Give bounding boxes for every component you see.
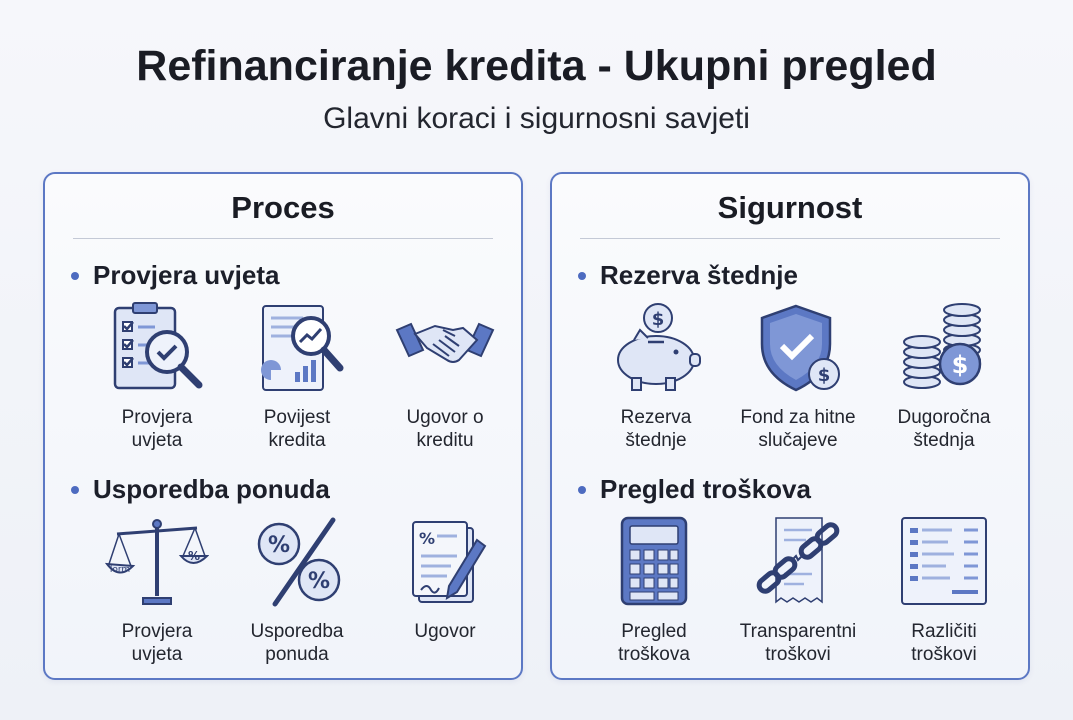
item-label: Usporedba ponuda [250, 621, 344, 665]
item-label: Povijest kredita [263, 407, 331, 451]
balance-scale-icon [105, 514, 209, 610]
item-label: Provjera uvjeta [121, 407, 193, 451]
scale-text: lorm [109, 565, 131, 575]
security-panel [550, 172, 1030, 680]
item-loan-contract [375, 300, 515, 452]
item-offer-compare [227, 514, 367, 666]
divider [580, 238, 1000, 239]
panel-heading: Proces [231, 190, 335, 225]
section-title: Rezerva štednje [600, 260, 798, 290]
process-panel [43, 172, 523, 680]
itemized-list-icon [892, 514, 996, 610]
panel-heading: Sigurnost [717, 190, 863, 225]
section-heading [578, 260, 798, 291]
handshake-icon [393, 300, 497, 396]
item-condition-check-2 [87, 514, 227, 666]
bullet-icon [71, 486, 79, 494]
shield-dollar-icon [746, 300, 850, 396]
item-long-term-savings [874, 300, 1014, 452]
svg-text:$: $ [651, 309, 665, 330]
coin-stack-icon [892, 300, 996, 396]
item-label: Provjera uvjeta [121, 621, 193, 665]
svg-text:$: $ [817, 365, 831, 386]
section-title: Pregled troškova [600, 474, 811, 504]
item-condition-check [87, 300, 227, 452]
contract-pen-icon [393, 514, 497, 610]
svg-text:%: % [267, 533, 291, 558]
item-various-costs [874, 514, 1014, 666]
item-cost-review [584, 514, 724, 666]
section-heading [71, 474, 330, 505]
section-heading [578, 474, 811, 505]
item-savings-reserve [586, 300, 726, 452]
item-label: Ugovor [414, 621, 476, 642]
section-title: Usporedba ponuda [93, 474, 330, 504]
item-emergency-fund [728, 300, 868, 452]
bullet-icon [71, 272, 79, 280]
item-label: Dugoročna štednja [897, 407, 991, 451]
chain-receipt-icon [746, 514, 850, 610]
item-contract [375, 514, 515, 643]
divider [73, 238, 493, 239]
item-label: Pregled troškova [618, 621, 690, 665]
item-label: Rezerva štednje [620, 407, 692, 451]
section-title: Provjera uvjeta [93, 260, 280, 290]
page-title: Refinanciranje kredita - Ukupni pregled [136, 42, 937, 90]
clipboard-checklist-icon [105, 300, 209, 396]
item-label: Različiti troškovi [911, 621, 977, 665]
svg-text:%: % [187, 549, 201, 563]
page-subtitle: Glavni koraci i sigurnosni savjeti [323, 102, 750, 135]
item-label: Ugovor o kreditu [406, 407, 484, 451]
bullet-icon [578, 272, 586, 280]
item-label: Transparentni troškovi [739, 621, 857, 665]
svg-text:%: % [418, 529, 436, 548]
bullet-icon [578, 486, 586, 494]
svg-text:%: % [307, 569, 331, 594]
svg-text:$: $ [951, 351, 969, 379]
piggy-bank-icon [604, 300, 708, 396]
item-label: Fond za hitne slučajeve [740, 407, 856, 451]
item-credit-history [227, 300, 367, 452]
percent-compare-icon [245, 514, 349, 610]
calculator-icon [602, 514, 706, 610]
credit-report-icon [245, 300, 349, 396]
item-transparent-costs [728, 514, 868, 666]
section-heading [71, 260, 279, 291]
